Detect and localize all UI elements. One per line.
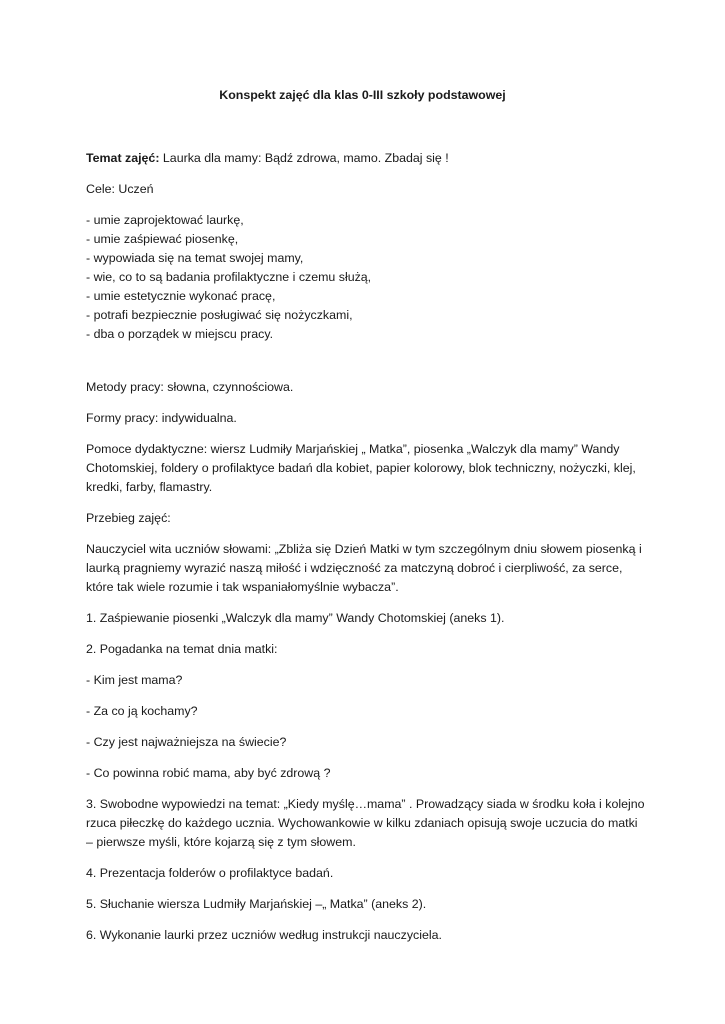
topic-label: Temat zajęć: xyxy=(86,151,160,165)
step-5: 5. Słuchanie wiersza Ludmiły Marjańskiej –„ Matka” (aneks 2). xyxy=(86,897,427,911)
goals-list xyxy=(86,211,646,344)
step-6: 6. Wykonanie laurki przez uczniów według instrukcji nauczyciela. xyxy=(86,928,442,942)
spacer xyxy=(86,356,646,378)
methods-line: Metody pracy: słowna, czynnościowa. xyxy=(86,380,294,394)
step-1: 1. Zaśpiewanie piosenki „Walczyk dla mamy” Wandy Chotomskiej (aneks 1). xyxy=(86,611,505,625)
goal-item: - umie estetycznie wykonać pracę, xyxy=(86,289,276,303)
document-title: Konspekt zajęć dla klas 0-III szkoły podstawowej xyxy=(219,88,506,102)
goals-label: Cele: Uczeń xyxy=(86,182,154,196)
step-2: 2. Pogadanka na temat dnia matki: xyxy=(86,642,278,656)
question-item: - Kim jest mama? xyxy=(86,673,183,687)
goal-item: - umie zaprojektować laurkę, xyxy=(86,213,244,227)
course-label: Przebieg zajęć: xyxy=(86,511,171,525)
goal-item: - dba o porządek w miejscu pracy. xyxy=(86,327,274,341)
topic-text: Laurka dla mamy: Bądź zdrowa, mamo. Zbadaj się ! xyxy=(159,151,449,165)
goal-item: - umie zaśpiewać piosenkę, xyxy=(86,232,239,246)
goal-item: - wie, co to są badania profilaktyczne i czemu służą, xyxy=(86,270,372,284)
goal-item: - wypowiada się na temat swojej mamy, xyxy=(86,251,304,265)
question-item: - Co powinna robić mama, aby być zdrową ? xyxy=(86,766,331,780)
document-body xyxy=(86,149,646,957)
question-item: - Czy jest najważniejsza na świecie? xyxy=(86,735,287,749)
step-4: 4. Prezentacja folderów o profilaktyce badań. xyxy=(86,866,334,880)
topic-line xyxy=(86,149,646,168)
aids-paragraph: Pomoce dydaktyczne: wiersz Ludmiły Marjańskiej „ Matka”, piosenka „Walczyk dla mamy” Wandy Chotomskiej, foldery o profilaktyce badań dla kobiet, papier kolorowy, blok techniczny, nożyczki, klej, kredki, farby, flamastry. xyxy=(86,442,636,494)
question-item: - Za co ją kochamy? xyxy=(86,704,198,718)
goal-item: - potrafi bezpiecznie posługiwać się nożyczkami, xyxy=(86,308,353,322)
step-3: 3. Swobodne wypowiedzi na temat: „Kiedy myślę…mama” . Prowadzący siada w środku koła i kolejno rzuca piłeczkę do każdego ucznia. Wychowankowie w kilku zdaniach opisują swoje uczucia do matki – pierwsze myśli, które kojarzą się z tym słowem. xyxy=(86,797,645,849)
intro-paragraph: Nauczyciel wita uczniów słowami: „Zbliża się Dzień Matki w tym szczególnym dniu słowem piosenką i laurką pragniemy wyrazić naszą miłość i wdzięczność za matczyną dobroć i cierpliwość, za serce, które tak wiele rozumie i tak wspaniałomyślnie wybacza”. xyxy=(86,542,642,594)
forms-line: Formy pracy: indywidualna. xyxy=(86,411,237,425)
